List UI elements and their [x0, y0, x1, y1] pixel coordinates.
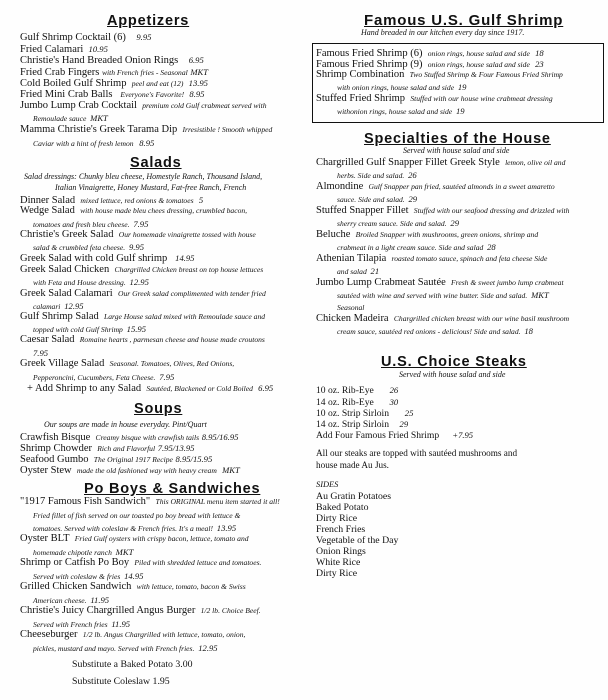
menu-item: Greek Salad Chicken Chargrilled Chicken breast on top house lettuces: [20, 264, 264, 275]
side-item: Vegetable of the Day: [316, 535, 399, 546]
menu-item: Shrimp Chowder Rich and Flavorful 7.95/13.95: [20, 443, 195, 454]
menu-item-continued: tomatoes and fresh bleu cheese. 7.95: [33, 219, 149, 229]
menu-item-continued: sautéed with wine and served with wine butter. Side and salad. MKT: [337, 290, 549, 300]
shrimp-heading: Famous U.S. Gulf Shrimp: [364, 12, 564, 29]
side-item: White Rice: [316, 557, 361, 568]
specialties-heading: Specialties of the House: [364, 131, 551, 147]
menu-item: Almondine Gulf Snapper pan fried, sautéed almonds in a sweet amaretto: [316, 181, 555, 192]
menu-item: Seafood Gumbo The Original 1917 Recipe 8.95/15.95: [20, 454, 213, 465]
menu-item: Beluche Broiled Snapper with mushrooms, green onions, shrimp and: [316, 229, 539, 240]
menu-item-continued: Fried fillet of fish served on our toasted po boy bread with lettuce &: [33, 511, 241, 520]
poboys-heading: Po Boys & Sandwiches: [84, 481, 261, 497]
menu-item-continued: Seasonal: [337, 303, 365, 312]
shrimp-subtitle: Hand breaded in our kitchen every day since 1917.: [361, 28, 525, 37]
menu-item: Stuffed Snapper Fillet Stuffed with our seafood dressing and drizzled with: [316, 205, 570, 216]
menu-item-continued: with Feta and House dressing. 12.95: [33, 277, 149, 287]
appetizers-heading: Appetizers: [107, 13, 190, 29]
menu-item: Cheeseburger 1/2 lb. Angus Chargrilled with lettuce, tomato, onion,: [20, 629, 246, 640]
menu-item: Jumbo Lump Crab Cocktail premium cold Gulf crabmeat served with: [20, 100, 267, 111]
sides-label: SIDES: [316, 480, 339, 489]
substitute-line: Substitute a Baked Potato 3.00: [72, 659, 193, 670]
menu-item: Jumbo Lump Crabmeat Sautée Fresh & sweet jumbo lump crabmeat: [316, 277, 564, 288]
menu-item: Gulf Shrimp Salad Large House salad mixed with Remoulade sauce and: [20, 311, 266, 322]
menu-item: Grilled Chicken Sandwich with lettuce, tomato, bacon & Swiss: [20, 581, 246, 592]
menu-item: Add Four Famous Fried Shrimp +7.95: [316, 430, 474, 441]
steaks-subtitle: Served with house salad and side: [399, 370, 506, 379]
menu-item-continued: tomatoes. Served with coleslaw & French fries. It's a meal! 13.95: [33, 523, 237, 533]
menu-item: Shrimp or Catfish Po Boy Piled with shredded lettuce and tomatoes.: [20, 557, 262, 568]
menu-item-continued: Served with French fries 11.95: [33, 619, 131, 629]
menu-item: Stuffed Fried Shrimp Stuffed with our house wine crabmeat dressing: [316, 93, 553, 104]
menu-item-continued: topped with cold Gulf Shrimp 15.95: [33, 324, 146, 334]
menu-item-continued: calamari 12.95: [33, 301, 84, 311]
salad-dressings-note: Salad dressings: Chunky bleu cheese, Homestyle Ranch, Thousand Island,: [24, 172, 263, 181]
menu-item-continued: homemade chipotle ranch MKT: [33, 547, 134, 557]
side-item: Onion Rings: [316, 546, 366, 557]
salad-dressings-note: Italian Vinaigrette, Honey Mustard, Fat-free Ranch, French: [55, 183, 247, 192]
menu-item-continued: crabmeat in a light cream sauce. Side and salad 28: [337, 242, 496, 252]
side-item: Dirty Rice: [316, 513, 358, 524]
menu-item: Oyster BLT Fried Gulf oysters with crispy bacon, lettuce, tomato and: [20, 533, 249, 544]
menu-item-continued: and salad 21: [337, 266, 380, 276]
menu-item: Christie's Greek Salad Our homemade vinaigrette tossed with house: [20, 229, 256, 240]
menu-item: + Add Shrimp to any Salad Sautéed, Blackened or Cold Boiled 6.95: [27, 383, 274, 394]
menu-item: Greek Village Salad Seasonal. Tomatoes, Olives, Red Onions,: [20, 358, 235, 369]
menu-item: "1917 Famous Fish Sandwich" This ORIGINAL menu item started it all!: [20, 496, 280, 507]
menu-item: Dinner Salad mixed lettuce, red onions & tomatoes 5: [20, 195, 204, 206]
menu-item: Fried Crab Fingers with French fries - Seasonal MKT: [20, 67, 209, 78]
menu-item: Greek Salad with cold Gulf shrimp 14.95: [20, 253, 195, 264]
menu-item-continued: pickles, mustard and mayo. Served with French fries. 12.95: [33, 643, 218, 653]
menu-item: Caesar Salad Romaine hearts , parmesan cheese and house made croutons: [20, 334, 265, 345]
menu-item-continued: 7.95: [33, 348, 49, 358]
menu-item: 10 oz. Rib-Eye 26: [316, 385, 399, 396]
side-item: Dirty Rice: [316, 568, 358, 579]
menu-item: Fried Mini Crab Balls Everyone's Favorite! 8.95: [20, 89, 205, 100]
menu-item-continued: salad & crumbled feta cheese. 9.95: [33, 242, 144, 252]
menu-item-continued: cream sauce, sautéed red onions - delicious! Side and salad. 18: [337, 326, 533, 336]
menu-item: Fried Calamari 10.95: [20, 44, 108, 55]
menu-item: Shrimp Combination Two Stuffed Shrimp & Four Famous Fried Shrimp: [316, 69, 563, 80]
menu-item: 10 oz. Strip Sirloin 25: [316, 408, 414, 419]
menu-item: 14 oz. Rib-Eye 30: [316, 397, 399, 408]
menu-item: Greek Salad Calamari Our Greek salad complimented with tender fried: [20, 288, 266, 299]
menu-item: Oyster Stew made the old fashioned way with heavy cream MKT: [20, 465, 240, 476]
menu-item-continued: Served with coleslaw & fries 14.95: [33, 571, 144, 581]
menu-item-continued: sherry cream sauce. Side and salad. 29: [337, 218, 459, 228]
menu-item-continued: sauce. Side and salad. 29: [337, 194, 418, 204]
menu-item: Gulf Shrimp Cocktail (6) 9.95: [20, 32, 152, 43]
menu-item-continued: Pepperoncini, Cucumbers, Feta Cheese. 7.95: [33, 372, 175, 382]
menu-item: Crawfish Bisque Creamy bisque with crawfish tails 8.95/16.95: [20, 432, 239, 443]
menu-item: Cold Boiled Gulf Shrimp peel and eat (12) 13.95: [20, 78, 208, 89]
menu-item: 14 oz. Strip Sirloin 29: [316, 419, 409, 430]
menu-item: Athenian Tilapia roasted tomato sauce, spinach and feta cheese Side: [316, 253, 548, 264]
menu-item: Chicken Madeira Chargrilled chicken breast with our wine basil mushroom: [316, 313, 570, 324]
menu-item: Famous Fried Shrimp (6) onion rings, house salad and side 18: [316, 48, 544, 59]
menu-item: Chargrilled Gulf Snapper Fillet Greek Style lemon, olive oil and: [316, 157, 566, 168]
menu-item-continued: herbs. Side and salad. 26: [337, 170, 417, 180]
menu-item-continued: with onion rings, house salad and side 19: [337, 82, 467, 92]
side-item: Au Gratin Potatoes: [316, 491, 392, 502]
menu-item: Famous Fried Shrimp (9) onion rings, house salad and side 23: [316, 59, 544, 70]
menu-item: Christie's Hand Breaded Onion Rings 6.95: [20, 55, 204, 66]
side-item: French Fries: [316, 524, 366, 535]
salads-heading: Salads: [130, 155, 182, 171]
soups-note: Our soups are made in house everyday. Pint/Quart: [44, 420, 207, 429]
specialties-subtitle: Served with house salad and side: [403, 146, 510, 155]
steaks-note: All our steaks are topped with sautéed mushrooms and: [316, 448, 518, 458]
menu-item: Wedge Salad with house made bleu chees dressing, crumbled bacon,: [20, 205, 248, 216]
menu-item: Mamma Christie's Greek Tarama Dip Irresistible ! Smooth whipped: [20, 124, 273, 135]
menu-item-continued: Caviar with a hint of fresh lemon 8.95: [33, 138, 155, 148]
menu-item-continued: withonion rings, house salad and side 19: [337, 106, 465, 116]
steaks-heading: U.S. Choice Steaks: [381, 354, 527, 370]
soups-heading: Soups: [134, 401, 183, 417]
menu-item: Christie's Juicy Chargrilled Angus Burger 1/2 lb. Choice Beef.: [20, 605, 261, 616]
menu-item-continued: Remoulade sauce MKT: [33, 113, 108, 123]
substitute-line: Substitute Coleslaw 1.95: [72, 676, 170, 687]
side-item: Baked Potato: [316, 502, 369, 513]
steaks-note: house made Au Jus.: [316, 460, 389, 470]
menu-item-continued: American cheese. 11.95: [33, 595, 110, 605]
